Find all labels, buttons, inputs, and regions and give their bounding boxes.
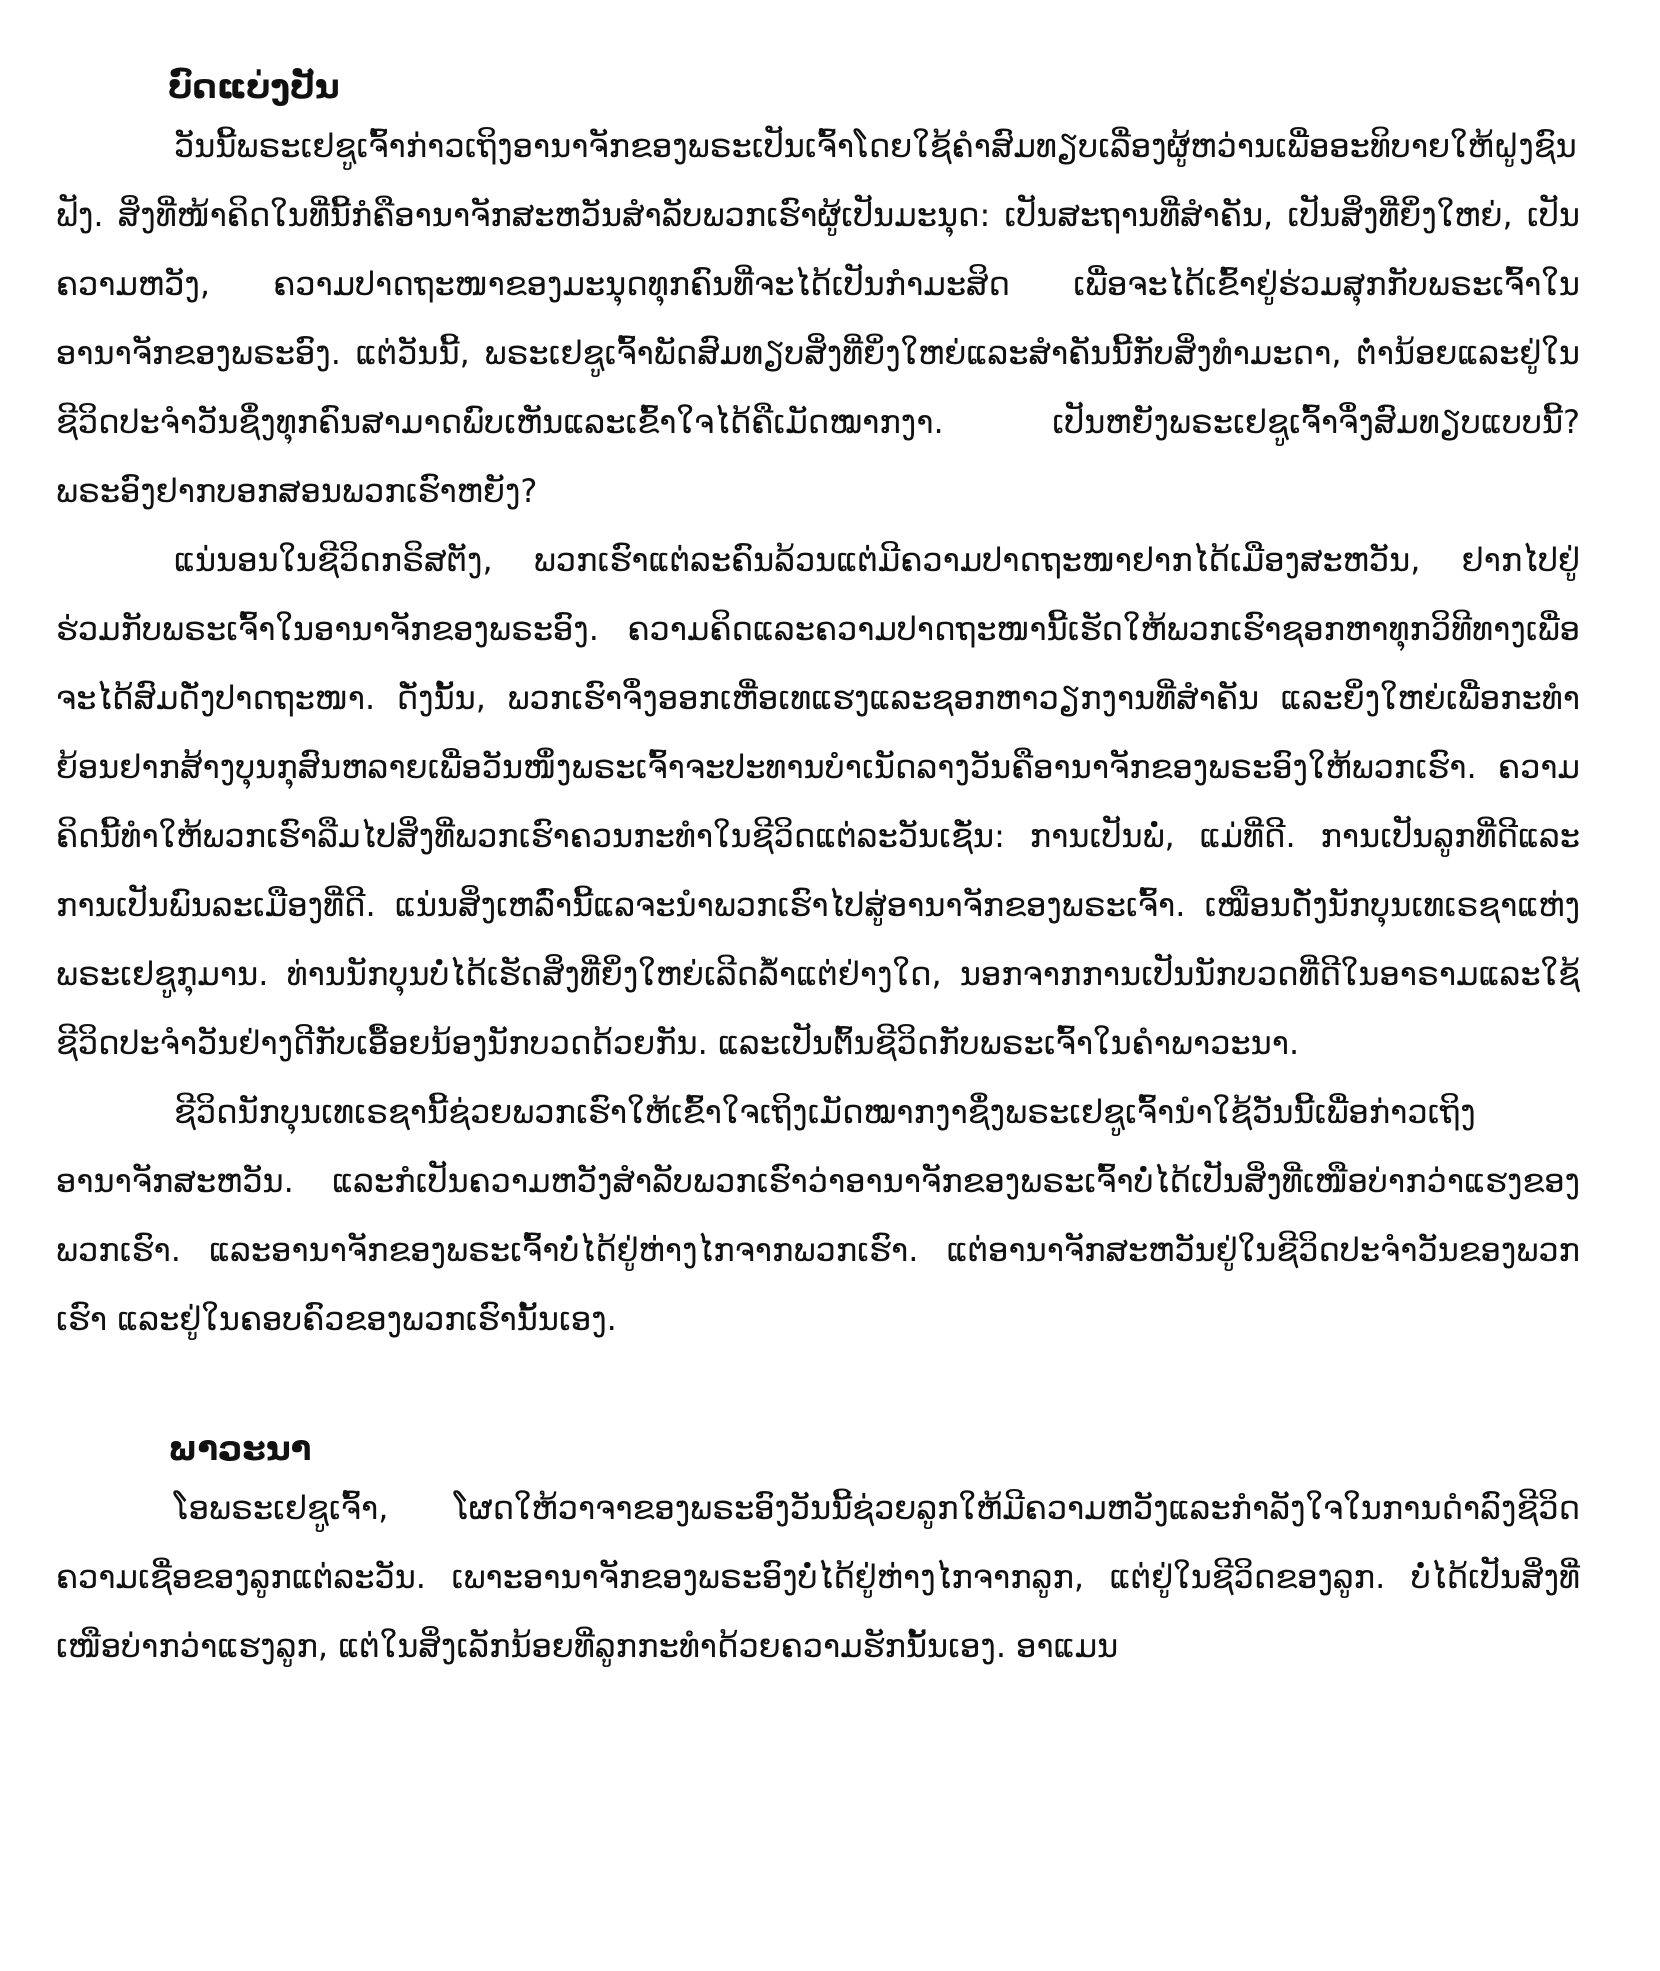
- document-page: [56, 62, 1580, 1681]
- section-spacer: [56, 1354, 1580, 1424]
- reflection-heading: ບົດແບ່ງປັນ: [168, 67, 340, 107]
- reflection-paragraph-2: ແນ່ນອນໃນຊີວິດກຣິສຕັງ, ພວກເຮົາແຕ່ລະຄົນລ້ວນແຕ່ມີຄວາມປາດຖະໜາຢາກໄດ້ເມືອງສະຫວັນ, ຢາກໄປຢູ່ຮ່ວມກັບພຣະເຈົ້າໃນອານາຈັກຂອງພຣະອົງ. ຄວາມຄິດແລະຄວາມປາດຖະໜານີ້ເຮັດໃຫ້ພວກເຮົາຊອກຫາທຸກວິທີທາງເພື່ອຈະໄດ້ສົມດັ່ງປາດຖະໜາ. ດັ່ງນັ້ນ, ພວກເຮົາຈຶ່ງອອກເຫື່ອເທແຮງແລະຊອກຫາວຽກງານທີ່ສຳຄັນ ແລະຍິ່ງໃຫຍ່ເພື່ອກະທຳຍ້ອນຢາກສ້າງບຸນກຸສົນຫລາຍເພື່ອວັນໜຶ່ງພຣະເຈົ້າຈະປະທານບຳເນັດລາງວັນຄືອານາຈັກຂອງພຣະອົງໃຫ້ພວກເຮົາ. ຄວາມຄິດນີ້ທຳໃຫ້ພວກເຮົາລືມໄປສິ່ງທີ່ພວກເຮົາຄວນກະທຳໃນຊີວິດແຕ່ລະວັນເຊັ່ນ: ການເປັນພໍ່, ແມ່ທີ່ດີ. ການເປັນລູກທີ່ດີແລະການເປັນພົນລະເມືອງທີ່ດີ. ແນ່ນສິ່ງເຫລົ່ານີ້ແລຈະນຳພວກເຮົາໄປສູ່ອານາຈັກຂອງພຣະເຈົ້າ. ເໝືອນດັ່ງນັກບຸນເທເຣຊາແຫ່ງພຣະເຢຊູກຸມານ. ທ່ານນັກບຸນບໍ່ໄດ້ເຮັດສິ່ງທີ່ຍິ່ງໃຫຍ່ເລີດລ້ຳແຕ່ຢ່າງໃດ, ນອກຈາກການເປັນນັກບວດທີ່ດີໃນອາຣາມແລະໃຊ້ຊີວິດປະຈຳວັນຢ່າງດີກັບເອື້ອຍນ້ອງນັກບວດດ້ວຍກັນ. ແລະເປັນຕົ້ນຊີວິດກັບພຣະເຈົ້າໃນຄຳພາວະນາ.: [56, 541, 1580, 1062]
- prayer-paragraph: ໂອພຣະເຢຊູເຈົ້າ, ໂຜດໃຫ້ວາຈາຂອງພຣະອົງວັນນີ້ຊ່ວຍລູກໃຫ້ມີຄວາມຫວັງແລະກຳລັງໃຈໃນການດຳລົງຊີວິດຄວາມເຊື່ອຂອງລູກແຕ່ລະວັນ. ເພາະອານາຈັກຂອງພຣະອົງບໍ່ໄດ້ຢູ່ຫ່າງໄກຈາກລູກ, ແຕ່ຢູ່ໃນຊີວິດຂອງລູກ. ບໍ່ໄດ້ເປັນສິ່ງທີ່ເໜືອບ່າກວ່າແຮງລູກ, ແຕ່ໃນສິ່ງເລັກນ້ອຍທີ່ລູກກະທຳດ້ວຍຄວາມຮັກນັ້ນເອງ. ອາແມນ: [56, 1489, 1580, 1665]
- reflection-paragraph-3: ຊີວິດນັກບຸນເທເຣຊານີ້ຊ່ວຍພວກເຮົາໃຫ້ເຂົ້າໃຈເຖິງເມັດໝາກງາຊຶ່ງພຣະເຢຊູເຈົ້ານຳໃຊ້ວັນນີ້ເພື່ອກ່າວເຖິງອານາຈັກສະຫວັນ. ແລະກໍເປັນຄວາມຫວັງສຳລັບພວກເຮົາວ່າອານາຈັກຂອງພຣະເຈົ້າບໍ່ໄດ້ເປັນສິ່ງທີ່ເໜືອບ່າກວ່າແຮງຂອງພວກເຮົາ. ແລະອານາຈັກຂອງພຣະເຈົ້າບໍ່ໄດ້ຢູ່ຫ່າງໄກຈາກພວກເຮົາ. ແຕ່ອານາຈັກສະຫວັນຢູ່ໃນຊີວິດປະຈຳວັນຂອງພວກເຮົາ ແລະຢູ່ໃນຄອບຄົວຂອງພວກເຮົານັ້ນເອງ.: [56, 1093, 1580, 1338]
- prayer-heading: ພາວະນາ: [168, 1429, 312, 1469]
- reflection-paragraph-1: ວັນນີ້ພຣະເຢຊູເຈົ້າກ່າວເຖິງອານາຈັກຂອງພຣະເປັນເຈົ້າໂດຍໃຊ້ຄຳສົມທຽບເລື່ອງຜູ້ຫວ່ານເພື່ອອະທິບາຍໃຫ້ຝູງຊົນຟັງ. ສິ່ງທີ່ໜ້າຄິດໃນທີ່ນີ້ກໍຄືອານາຈັກສະຫວັນສຳລັບພວກເຮົາຜູ້ເປັນມະນຸດ: ເປັນສະຖານທີ່ສຳຄັນ, ເປັນສິ່ງທີ່ຍິ່ງໃຫຍ່, ເປັນຄວາມຫວັງ, ຄວາມປາດຖະໜາຂອງມະນຸດທຸກຄົນທີ່ຈະໄດ້ເປັນກຳມະສິດ ເພື່ອຈະໄດ້ເຂົ້າຢູ່ຮ່ວມສຸກກັບພຣະເຈົ້າໃນອານາຈັກຂອງພຣະອົງ. ແຕ່ວັນນີ້, ພຣະເຢຊູເຈົ້າພັດສົມທຽບສິ່ງທີ່ຍິ່ງໃຫຍ່ແລະສຳຄັນນີ້ກັບສິ່ງທຳມະດາ, ຕ່ຳນ້ອຍແລະຢູ່ໃນຊີວິດປະຈຳວັນຊຶ່ງທຸກຄົນສາມາດພົບເຫັນແລະເຂົ້າໃຈໄດ້ຄືເມັດໝາກງາ. ເປັນຫຍັງພຣະເຢຊູເຈົ້າຈຶ່ງສົມທຽບແບບນີ້? ພຣະອົງຢາກບອກສອນພວກເຮົາຫຍັງ?: [56, 127, 1580, 510]
